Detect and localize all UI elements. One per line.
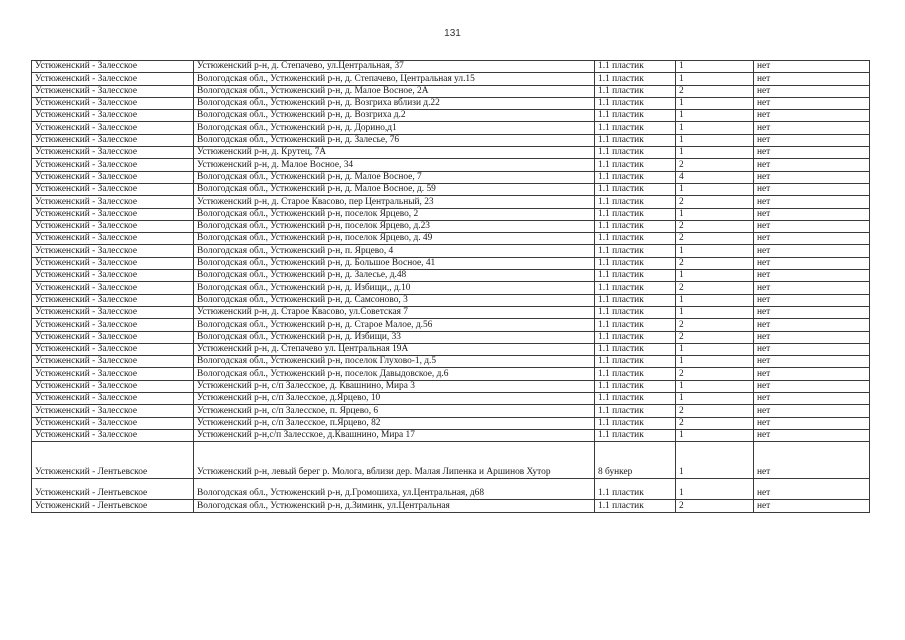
count-cell: 2 xyxy=(676,257,754,269)
address-cell: Устюженский р-н, д. Старое Квасово, ул.Советская 7 xyxy=(194,306,595,318)
flag-cell: нет xyxy=(754,306,870,318)
flag-cell: нет xyxy=(754,159,870,171)
settlement-cell: Устюженский - Залесское xyxy=(32,122,194,134)
address-cell: Устюженский р-н, д. Степачево, ул.Центральная, 37 xyxy=(194,61,595,73)
container-type-cell: 1.1 пластик xyxy=(595,500,676,512)
table-row xyxy=(32,306,870,318)
flag-cell: нет xyxy=(754,442,870,479)
flag-cell: нет xyxy=(754,393,870,405)
container-type-cell: 1.1 пластик xyxy=(595,429,676,441)
settlement-cell: Устюженский - Залесское xyxy=(32,208,194,220)
address-cell: Устюженский р-н, д. Старое Квасово, пер Центральный, 23 xyxy=(194,196,595,208)
flag-cell: нет xyxy=(754,61,870,73)
count-cell: 1 xyxy=(676,110,754,122)
count-cell: 1 xyxy=(676,73,754,85)
flag-cell: нет xyxy=(754,479,870,500)
flag-cell: нет xyxy=(754,122,870,134)
flag-cell: нет xyxy=(754,500,870,512)
table-row xyxy=(32,442,870,479)
count-cell: 1 xyxy=(676,245,754,257)
table-row xyxy=(32,61,870,73)
flag-cell: нет xyxy=(754,97,870,109)
settlement-cell: Устюженский - Залесское xyxy=(32,417,194,429)
flag-cell: нет xyxy=(754,417,870,429)
address-cell: Вологодская обл., Устюженский р-н, поселок Давыдовское, д.6 xyxy=(194,368,595,380)
address-cell: Устюженский р-н, д. Малое Восное, 34 xyxy=(194,159,595,171)
flag-cell: нет xyxy=(754,110,870,122)
settlement-cell: Устюженский - Залесское xyxy=(32,134,194,146)
container-type-cell: 1.1 пластик xyxy=(595,97,676,109)
settlement-cell: Устюженский - Залесское xyxy=(32,270,194,282)
address-cell: Устюженский р-н, д. Крутец, 7А xyxy=(194,147,595,159)
count-cell: 2 xyxy=(676,233,754,245)
table-row xyxy=(32,196,870,208)
settlement-cell: Устюженский - Залесское xyxy=(32,171,194,183)
container-type-cell: 1.1 пластик xyxy=(595,343,676,355)
flag-cell: нет xyxy=(754,429,870,441)
count-cell: 1 xyxy=(676,294,754,306)
settlement-cell: Устюженский - Залесское xyxy=(32,331,194,343)
table-row xyxy=(32,429,870,441)
table-row xyxy=(32,159,870,171)
container-type-cell: 1.1 пластик xyxy=(595,257,676,269)
address-cell: Вологодская обл., Устюженский р-н, д. Дорино,д1 xyxy=(194,122,595,134)
table-row xyxy=(32,479,870,500)
container-type-cell: 1.1 пластик xyxy=(595,270,676,282)
table-row xyxy=(32,294,870,306)
settlement-cell: Устюженский - Залесское xyxy=(32,147,194,159)
table-row xyxy=(32,356,870,368)
container-type-cell: 1.1 пластик xyxy=(595,417,676,429)
flag-cell: нет xyxy=(754,233,870,245)
address-cell: Вологодская обл., Устюженский р-н, д. Избищи,, д.10 xyxy=(194,282,595,294)
count-cell: 2 xyxy=(676,500,754,512)
settlement-cell: Устюженский - Лентьевское xyxy=(32,500,194,512)
container-type-cell: 1.1 пластик xyxy=(595,196,676,208)
table-row xyxy=(32,233,870,245)
count-cell: 2 xyxy=(676,159,754,171)
container-type-cell: 1.1 пластик xyxy=(595,294,676,306)
count-cell: 1 xyxy=(676,147,754,159)
container-type-cell: 1.1 пластик xyxy=(595,356,676,368)
address-cell: Вологодская обл., Устюженский р-н, д. Малое Восное, 7 xyxy=(194,171,595,183)
count-cell: 1 xyxy=(676,208,754,220)
count-cell: 1 xyxy=(676,479,754,500)
settlement-cell: Устюженский - Залесское xyxy=(32,282,194,294)
table-row xyxy=(32,380,870,392)
container-type-cell: 1.1 пластик xyxy=(595,183,676,195)
flag-cell: нет xyxy=(754,368,870,380)
count-cell: 1 xyxy=(676,134,754,146)
table-row xyxy=(32,245,870,257)
count-cell: 2 xyxy=(676,220,754,232)
container-type-cell: 1.1 пластик xyxy=(595,319,676,331)
flag-cell: нет xyxy=(754,380,870,392)
count-cell: 2 xyxy=(676,331,754,343)
count-cell: 1 xyxy=(676,380,754,392)
table-row xyxy=(32,73,870,85)
table-row xyxy=(32,500,870,512)
flag-cell: нет xyxy=(754,196,870,208)
address-cell: Вологодская обл., Устюженский р-н, поселок Ярцево, д. 49 xyxy=(194,233,595,245)
address-cell: Вологодская обл., Устюженский р-н, поселок Ярцево, 2 xyxy=(194,208,595,220)
settlement-cell: Устюженский - Залесское xyxy=(32,73,194,85)
flag-cell: нет xyxy=(754,85,870,97)
table-row xyxy=(32,405,870,417)
count-cell: 1 xyxy=(676,343,754,355)
table-row xyxy=(32,147,870,159)
container-type-cell: 1.1 пластик xyxy=(595,282,676,294)
settlement-cell: Устюженский - Залесское xyxy=(32,405,194,417)
table-row xyxy=(32,97,870,109)
table-row xyxy=(32,282,870,294)
settlement-cell: Устюженский - Залесское xyxy=(32,356,194,368)
table-row xyxy=(32,122,870,134)
count-cell: 1 xyxy=(676,306,754,318)
table-row xyxy=(32,134,870,146)
flag-cell: нет xyxy=(754,331,870,343)
flag-cell: нет xyxy=(754,171,870,183)
address-cell: Вологодская обл., Устюженский р-н, д.Зиминк, ул.Центральная xyxy=(194,500,595,512)
address-cell: Вологодская обл., Устюженский р-н, д. Степачево, Центральная ул.15 xyxy=(194,73,595,85)
count-cell: 1 xyxy=(676,183,754,195)
table-row xyxy=(32,417,870,429)
container-type-cell: 1.1 пластик xyxy=(595,85,676,97)
settlement-cell: Устюженский - Залесское xyxy=(32,220,194,232)
address-cell: Вологодская обл., Устюженский р-н, д. Залесье, д.48 xyxy=(194,270,595,282)
table-row xyxy=(32,85,870,97)
address-cell: Устюженский р-н, с/п Залесское, д.Ярцево, 10 xyxy=(194,393,595,405)
address-cell: Устюженский р-н, с/п Залесское, д. Квашнино, Мира 3 xyxy=(194,380,595,392)
address-cell: Вологодская обл., Устюженский р-н, д. Малое Восное, д. 59 xyxy=(194,183,595,195)
settlement-cell: Устюженский - Залесское xyxy=(32,245,194,257)
address-cell: Устюженский р-н, с/п Залесское, п.Ярцево, 82 xyxy=(194,417,595,429)
count-cell: 2 xyxy=(676,196,754,208)
settlement-cell: Устюженский - Залесское xyxy=(32,183,194,195)
address-cell: Вологодская обл., Устюженский р-н, д. Залесье, 76 xyxy=(194,134,595,146)
settlement-cell: Устюженский - Залесское xyxy=(32,380,194,392)
count-cell: 1 xyxy=(676,97,754,109)
settlement-cell: Устюженский - Залесское xyxy=(32,85,194,97)
container-type-cell: 1.1 пластик xyxy=(595,122,676,134)
table-row xyxy=(32,368,870,380)
flag-cell: нет xyxy=(754,257,870,269)
container-type-cell: 1.1 пластик xyxy=(595,306,676,318)
address-cell: Вологодская обл., Устюженский р-н, д. Возгриха д.2 xyxy=(194,110,595,122)
settlement-cell: Устюженский - Залесское xyxy=(32,159,194,171)
settlement-cell: Устюженский - Залесское xyxy=(32,343,194,355)
flag-cell: нет xyxy=(754,356,870,368)
address-cell: Устюженский р-н, левый берег р. Молога, вблизи дер. Малая Липенка и Аршинов Хутор xyxy=(194,442,595,479)
settlement-cell: Устюженский - Залесское xyxy=(32,233,194,245)
table-row xyxy=(32,331,870,343)
address-cell: Вологодская обл., Устюженский р-н, д. Возгриха вблизи д.22 xyxy=(194,97,595,109)
table-row xyxy=(32,270,870,282)
settlement-cell: Устюженский - Залесское xyxy=(32,306,194,318)
table-row xyxy=(32,319,870,331)
settlement-cell: Устюженский - Лентьевское xyxy=(32,479,194,500)
container-type-cell: 1.1 пластик xyxy=(595,110,676,122)
settlement-cell: Устюженский - Залесское xyxy=(32,429,194,441)
settlement-cell: Устюженский - Залесское xyxy=(32,110,194,122)
address-cell: Вологодская обл., Устюженский р-н, д. Малое Восное, 2А xyxy=(194,85,595,97)
flag-cell: нет xyxy=(754,282,870,294)
container-type-cell: 1.1 пластик xyxy=(595,380,676,392)
count-cell: 1 xyxy=(676,61,754,73)
settlement-cell: Устюженский - Залесское xyxy=(32,319,194,331)
table-row xyxy=(32,257,870,269)
container-type-cell: 1.1 пластик xyxy=(595,393,676,405)
table-row xyxy=(32,393,870,405)
table-row xyxy=(32,171,870,183)
flag-cell: нет xyxy=(754,73,870,85)
count-cell: 2 xyxy=(676,85,754,97)
settlement-cell: Устюженский - Залесское xyxy=(32,393,194,405)
container-type-cell: 1.1 пластик xyxy=(595,331,676,343)
container-type-cell: 1.1 пластик xyxy=(595,147,676,159)
container-type-cell: 1.1 пластик xyxy=(595,134,676,146)
flag-cell: нет xyxy=(754,134,870,146)
container-type-cell: 1.1 пластик xyxy=(595,208,676,220)
table-row xyxy=(32,183,870,195)
settlement-cell: Устюженский - Залесское xyxy=(32,61,194,73)
settlement-cell: Устюженский - Лентьевское xyxy=(32,442,194,479)
flag-cell: нет xyxy=(754,245,870,257)
container-type-cell: 1.1 пластик xyxy=(595,171,676,183)
container-type-cell: 1.1 пластик xyxy=(595,405,676,417)
address-cell: Вологодская обл., Устюженский р-н, д. Большое Восное, 41 xyxy=(194,257,595,269)
settlement-cell: Устюженский - Залесское xyxy=(32,196,194,208)
container-type-cell: 1.1 пластик xyxy=(595,245,676,257)
table-row xyxy=(32,343,870,355)
address-cell: Вологодская обл., Устюженский р-н, д. Старое Малое, д.56 xyxy=(194,319,595,331)
flag-cell: нет xyxy=(754,405,870,417)
settlement-cell: Устюженский - Залесское xyxy=(32,294,194,306)
flag-cell: нет xyxy=(754,183,870,195)
count-cell: 1 xyxy=(676,122,754,134)
flag-cell: нет xyxy=(754,220,870,232)
count-cell: 1 xyxy=(676,442,754,479)
flag-cell: нет xyxy=(754,147,870,159)
container-sites-table xyxy=(31,60,870,513)
container-type-cell: 1.1 пластик xyxy=(595,233,676,245)
settlement-cell: Устюженский - Залесское xyxy=(32,368,194,380)
table-row xyxy=(32,208,870,220)
count-cell: 1 xyxy=(676,393,754,405)
container-type-cell: 1.1 пластик xyxy=(595,61,676,73)
count-cell: 1 xyxy=(676,270,754,282)
settlement-cell: Устюженский - Залесское xyxy=(32,257,194,269)
count-cell: 1 xyxy=(676,429,754,441)
address-cell: Вологодская обл., Устюженский р-н, д.Громошиха, ул.Центральная, д68 xyxy=(194,479,595,500)
count-cell: 2 xyxy=(676,319,754,331)
container-type-cell: 1.1 пластик xyxy=(595,220,676,232)
flag-cell: нет xyxy=(754,294,870,306)
flag-cell: нет xyxy=(754,319,870,331)
flag-cell: нет xyxy=(754,208,870,220)
address-cell: Вологодская обл., Устюженский р-н, поселок Ярцево, д.23 xyxy=(194,220,595,232)
address-cell: Устюженский р-н,с/п Залесское, д.Квашнино, Мира 17 xyxy=(194,429,595,441)
table-body xyxy=(32,61,870,513)
container-type-cell: 1.1 пластик xyxy=(595,368,676,380)
count-cell: 2 xyxy=(676,405,754,417)
container-type-cell: 8 бункер xyxy=(595,442,676,479)
page-number: 131 xyxy=(444,28,461,39)
container-type-cell: 1.1 пластик xyxy=(595,73,676,85)
address-cell: Устюженский р-н, д. Степачево ул. Центральная 19А xyxy=(194,343,595,355)
flag-cell: нет xyxy=(754,270,870,282)
table-row xyxy=(32,110,870,122)
count-cell: 4 xyxy=(676,171,754,183)
address-cell: Вологодская обл., Устюженский р-н, п. Ярцево, 4 xyxy=(194,245,595,257)
address-cell: Устюженский р-н, с/п Залесское, п. Ярцево, 6 xyxy=(194,405,595,417)
settlement-cell: Устюженский - Залесское xyxy=(32,97,194,109)
container-type-cell: 1.1 пластик xyxy=(595,159,676,171)
address-cell: Вологодская обл., Устюженский р-н, поселок Глухово-1, д.5 xyxy=(194,356,595,368)
count-cell: 2 xyxy=(676,417,754,429)
flag-cell: нет xyxy=(754,343,870,355)
count-cell: 2 xyxy=(676,368,754,380)
count-cell: 2 xyxy=(676,282,754,294)
address-cell: Вологодская обл., Устюженский р-н, д. Самсоново, 3 xyxy=(194,294,595,306)
container-type-cell: 1.1 пластик xyxy=(595,479,676,500)
table-row xyxy=(32,220,870,232)
count-cell: 1 xyxy=(676,356,754,368)
address-cell: Вологодская обл., Устюженский р-н, д. Избищи, 33 xyxy=(194,331,595,343)
